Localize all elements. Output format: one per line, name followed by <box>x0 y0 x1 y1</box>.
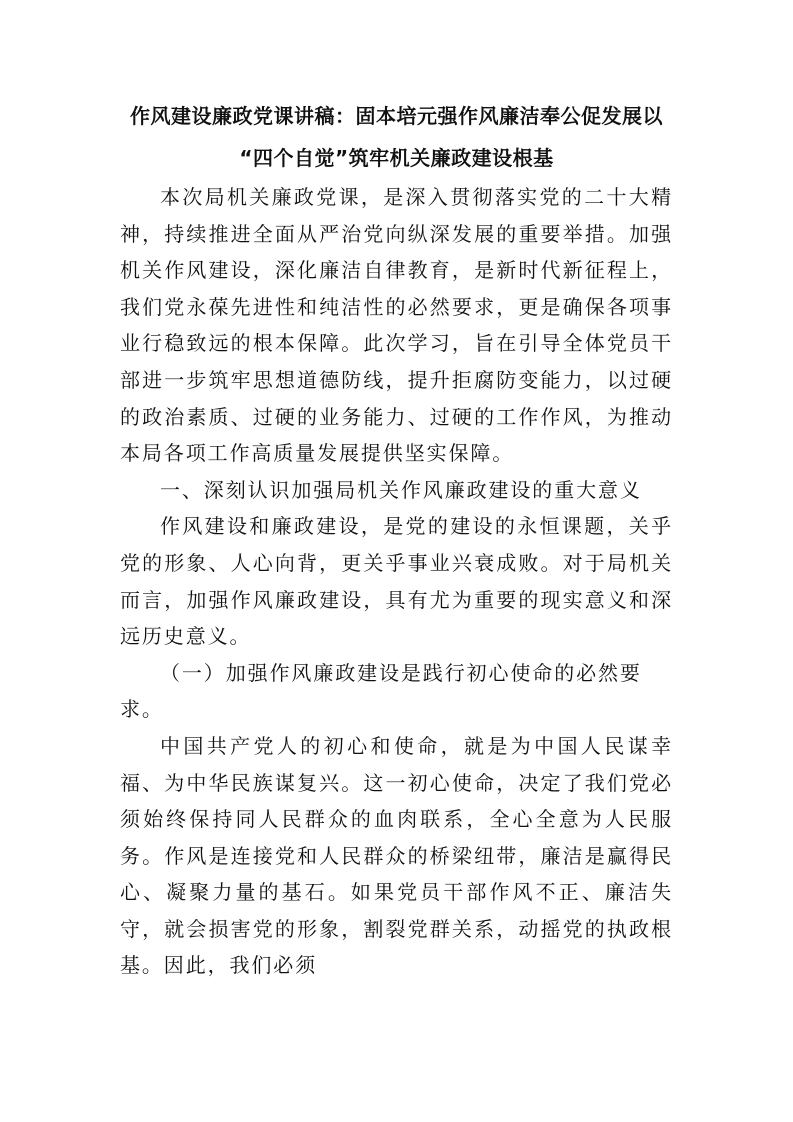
intro-paragraph: 本次局机关廉政党课，是深入贯彻落实党的二十大精神，持续推进全面从严治党向纵深发展的重要举措。加强机关作风建设，深化廉洁自律教育，是新时代新征程上，我们党永葆先进性和纯洁性的必然要求，更是确保各项事业行稳致远的根本保障。此次学习，旨在引导全体党员干部进一步筑牢思想道德防线，提升拒腐防变能力，以过硬的政治素质、过硬的业务能力、过硬的工作作风，为推动本局各项工作高质量发展提供坚实保障。 <box>120 185 673 466</box>
title-line-1: 作风建设廉政党课讲稿：固本培元强作风廉洁奉公促发展以 <box>130 104 663 128</box>
section-1-paragraph: 作风建设和廉政建设，是党的建设的永恒课题，关乎党的形象、人心向背，更关乎事业兴衰成败。对于局机关而言，加强作风廉政建设，具有尤为重要的现实意义和深远历史意义。 <box>120 514 673 649</box>
title-line-2: “四个自觉”筑牢机关廉政建设根基 <box>239 146 554 170</box>
document-title <box>120 95 673 179</box>
subsection-1-paragraph: 中国共产党人的初心和使命，就是为中国人民谋幸福、为中华民族谋复兴。这一初心使命，决定了我们党必须始终保持同人民群众的血肉联系，全心全意为人民服务。作风是连接党和人民群众的桥梁纽带，廉洁是赢得民心、凝聚力量的基石。如果党员干部作风不正、廉洁失守，就会损害党的形象，割裂党群关系，动摇党的执政根基。因此，我们必须 <box>120 733 673 978</box>
section-heading-1: 一、深刻认识加强局机关作风廉政建设的重大意义 <box>160 477 642 502</box>
subsection-heading-1: （一）加强作风廉政建设是践行初心使命的必然要求。 <box>120 660 642 722</box>
document-content <box>120 95 673 984</box>
